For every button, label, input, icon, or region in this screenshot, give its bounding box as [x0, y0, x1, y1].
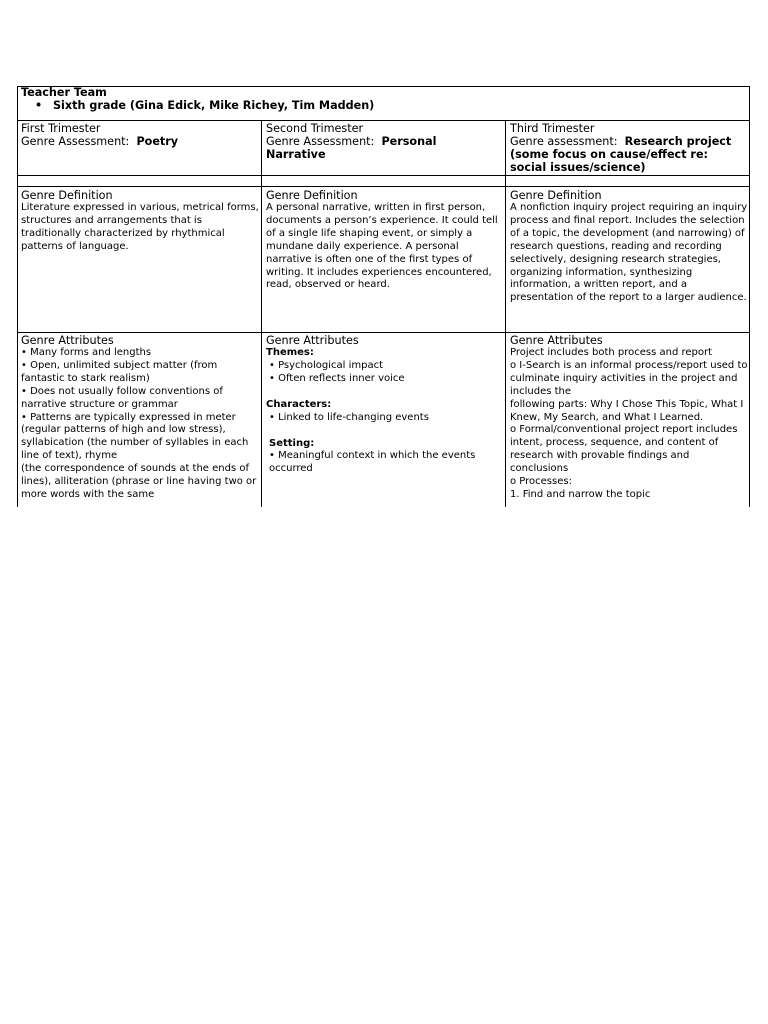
assessment-value: Poetry [136, 135, 179, 148]
attributes-cell-3 [506, 334, 750, 502]
definition-cell-3 [506, 189, 750, 305]
trimester-cell-2 [262, 122, 505, 161]
list-item: o I-Search is an informal process/report used to culminate inquiry activities in the project and includes the [510, 359, 748, 397]
assessment-line [266, 135, 471, 161]
curriculum-table [17, 86, 750, 507]
list-item: • Many forms and lengths [21, 347, 152, 358]
assessment-value: Research project (some focus on cause/effect re: social issues/science) [510, 135, 732, 174]
attributes-header: Genre Attributes [510, 334, 603, 347]
list-item: o Processes: [510, 476, 572, 488]
definition-header: Genre Definition [510, 189, 602, 202]
list-item: • Open, unlimited subject matter (from fantastic to stark realism) [21, 359, 218, 384]
definition-cell-2 [262, 189, 505, 292]
row-divider [17, 120, 750, 121]
trimester-cell-3 [506, 122, 750, 174]
definition-text: Literature expressed in various, metrical forms, structures and arrangements that is traditionally characterized by rhythmical patterns of language. [21, 202, 259, 252]
definition-header: Genre Definition [266, 189, 358, 202]
definition-header: Genre Definition [21, 189, 113, 202]
themes-label: Themes: [266, 347, 314, 358]
teacher-team-title: Teacher Team [21, 86, 107, 99]
setting-label: Setting: [269, 437, 315, 449]
characters-label: Characters: [266, 398, 332, 410]
list-item: 1. Find and narrow the topic [510, 488, 651, 500]
assessment-line [510, 135, 748, 174]
assessment-label: Genre Assessment: [266, 135, 375, 148]
list-item: following parts: Why I Chose This Topic, What I Knew, My Search, and What I Learned. [510, 398, 744, 423]
list-item: Project includes both process and report [510, 347, 713, 358]
row-divider [17, 332, 750, 333]
attributes-header: Genre Attributes [21, 334, 114, 347]
grade-line [35, 99, 374, 113]
list-item: • Often reflects inner voice [269, 372, 405, 384]
definition-cell-1 [17, 189, 261, 254]
trimester-label: First Trimester [21, 122, 101, 135]
definition-text: A nonfiction inquiry project requiring an inquiry process and final report. Includes the selection of a topic, the development (and narrowing) of research questions, reading and recording selectively, designing research strategies, organizing information, synthesizing information, a written report, and a presentation of the report to a larger audience. [510, 202, 748, 304]
attributes-cell-1 [17, 334, 261, 502]
list-item: • Psychological impact [269, 359, 384, 371]
definition-text: A personal narrative, written in first person, documents a person’s experience. It could tell of a single life shaping event, or simply a mundane daily experience. A personal narrative is often one of the first types of writing. It includes experiences encountered, read, observed or heard. [266, 202, 498, 291]
bullet-icon: • [35, 99, 43, 112]
grade-text: Sixth grade (Gina Edick, Mike Richey, Tim Madden) [53, 99, 375, 112]
row-divider [17, 175, 750, 176]
assessment-value: Personal Narrative [266, 135, 437, 161]
row-divider [17, 186, 750, 187]
assessment-line [21, 135, 259, 148]
trimester-cell-1 [17, 122, 261, 148]
assessment-label: Genre Assessment: [21, 135, 130, 148]
attributes-header: Genre Attributes [266, 334, 359, 347]
trimester-label: Second Trimester [266, 122, 364, 135]
trimester-label: Third Trimester [510, 122, 595, 135]
list-item: • Does not usually follow conventions of narrative structure or grammar [21, 385, 223, 410]
assessment-label: Genre assessment: [510, 135, 618, 148]
list-item: (the correspondence of sounds at the ends of lines), alliteration (phrase or line having two or more words with the same [21, 463, 257, 500]
list-item: • Meaningful context in which the events occurred [269, 450, 476, 475]
list-item: • Linked to life-changing events [269, 411, 429, 423]
attributes-cell-2 [262, 334, 505, 476]
list-item: • Patterns are typically expressed in meter (regular patterns of high and low stress), syllabication (the number of syllables in each line of text), rhyme [21, 411, 249, 462]
list-item: o Formal/conventional project report includes intent, process, sequence, and content of research with provable findings and conclusions [510, 424, 738, 475]
